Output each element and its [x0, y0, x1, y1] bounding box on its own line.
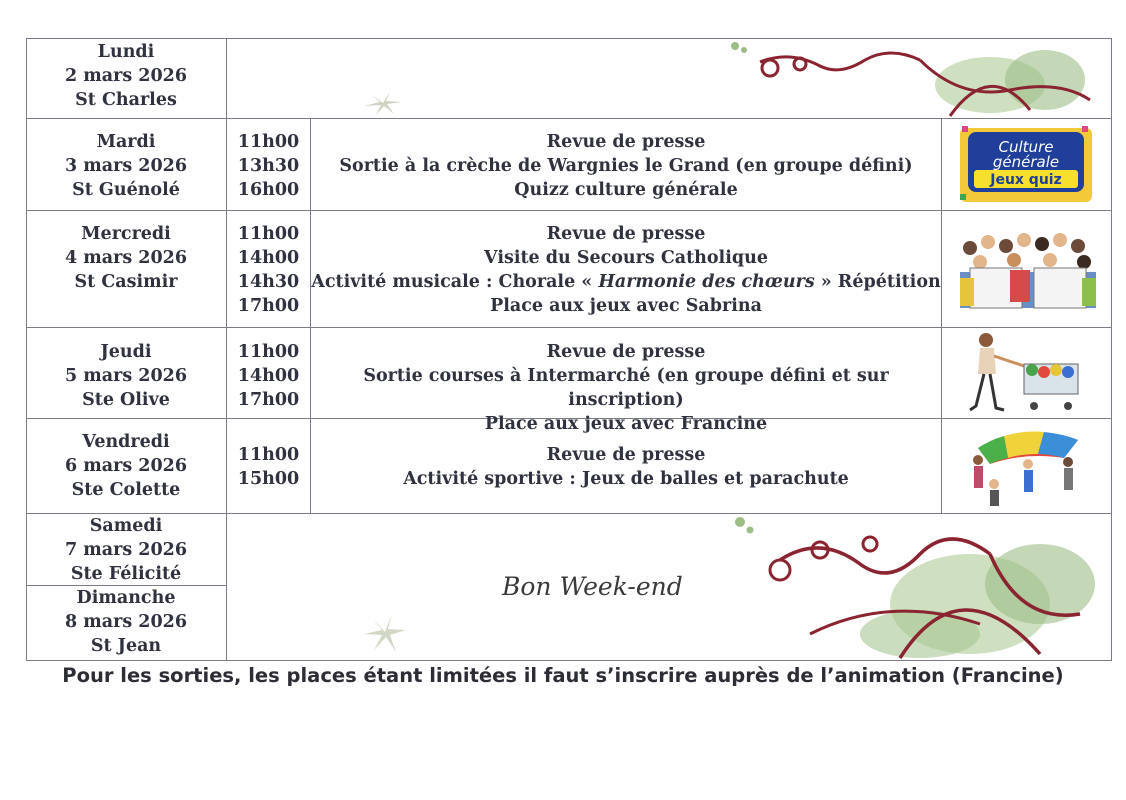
svg-text:Culture: Culture — [998, 138, 1054, 156]
day-saint: St Charles — [75, 90, 177, 110]
day-cell-thursday — [26, 340, 226, 412]
day-date: 6 mars 2026 — [65, 456, 187, 476]
activity: Sortie courses à Intermarché (en groupe défini et sur inscription) — [363, 366, 889, 410]
svg-text:générale: générale — [992, 153, 1060, 171]
activities-tuesday — [311, 130, 941, 202]
times-friday — [227, 443, 310, 491]
activities-wednesday — [311, 222, 941, 318]
activity: Revue de presse — [546, 445, 706, 465]
shopping-cart-icon — [950, 330, 1090, 416]
svg-text:Jeux quiz: Jeux quiz — [990, 172, 1062, 188]
time-slot: 14h00 — [237, 366, 300, 386]
day-saint: St Jean — [90, 636, 162, 656]
activity: Place aux jeux avec Francine — [484, 414, 768, 434]
day-name: Dimanche — [76, 588, 176, 608]
time-slot: 15h00 — [237, 469, 300, 489]
time-slot: 17h00 — [237, 296, 300, 316]
time-slot: 11h00 — [237, 342, 300, 362]
day-cell-sunday — [26, 586, 226, 658]
day-date: 2 mars 2026 — [65, 66, 187, 86]
day-name: Mercredi — [81, 224, 171, 244]
time-slot: 17h00 — [237, 390, 300, 410]
culture-generale-icon — [958, 124, 1094, 206]
day-saint: Ste Colette — [71, 480, 181, 500]
day-cell-saturday — [26, 514, 226, 586]
day-name: Lundi — [97, 42, 155, 62]
activity: Visite du Secours Catholique — [484, 248, 768, 268]
activity: Quizz culture générale — [514, 180, 738, 200]
day-cell-wednesday — [26, 222, 226, 294]
footer-note: Pour les sorties, les places étant limitées il faut s’inscrire auprès de l’animation (Francine) — [62, 664, 1064, 687]
time-slot: 16h00 — [237, 180, 300, 200]
activity: Revue de presse — [546, 224, 706, 244]
activities-friday — [311, 443, 941, 491]
parachute-game-icon — [964, 424, 1090, 510]
weekend-greeting: Bon Week-end — [502, 572, 683, 601]
day-saint: Ste Félicité — [70, 564, 182, 584]
floral-ornament-top — [700, 40, 1110, 118]
time-slot: 11h00 — [237, 132, 300, 152]
day-cell-friday — [26, 430, 226, 502]
day-name: Mardi — [96, 132, 156, 152]
day-date: 3 mars 2026 — [65, 156, 187, 176]
day-date: 8 mars 2026 — [65, 612, 187, 632]
activity: Revue de presse — [546, 132, 706, 152]
day-date: 5 mars 2026 — [65, 366, 187, 386]
activity: Place aux jeux avec Sabrina — [490, 296, 762, 316]
time-slot: 14h30 — [237, 272, 300, 292]
time-slot: 11h00 — [237, 224, 300, 244]
flower-icon-bottom — [360, 610, 410, 654]
flower-icon-top — [360, 90, 406, 116]
day-cell-tuesday — [26, 130, 226, 202]
day-date: 4 mars 2026 — [65, 248, 187, 268]
day-name: Vendredi — [82, 432, 170, 452]
times-thursday — [227, 340, 310, 412]
day-cell-monday — [26, 40, 226, 112]
times-wednesday — [227, 222, 310, 318]
day-saint: St Guénolé — [72, 180, 180, 200]
day-name: Jeudi — [100, 342, 152, 362]
day-saint: St Casimir — [74, 272, 178, 292]
time-slot: 14h00 — [237, 248, 300, 268]
day-saint: Ste Olive — [82, 390, 170, 410]
activity: Revue de presse — [546, 342, 706, 362]
time-slot: 13h30 — [237, 156, 300, 176]
activity: Sortie à la crèche de Wargnies le Grand (en groupe défini) — [339, 156, 913, 176]
activity: Activité sportive : Jeux de balles et parachute — [403, 469, 849, 489]
choir-icon — [950, 222, 1106, 318]
activities-thursday — [311, 340, 941, 436]
time-slot: 11h00 — [237, 445, 300, 465]
floral-ornament-bottom — [720, 514, 1110, 660]
day-name: Samedi — [89, 516, 163, 536]
times-tuesday — [227, 130, 310, 202]
activity: Activité musicale : Chorale « Harmonie des chœurs » Répétition — [311, 272, 941, 292]
day-date: 7 mars 2026 — [65, 540, 187, 560]
